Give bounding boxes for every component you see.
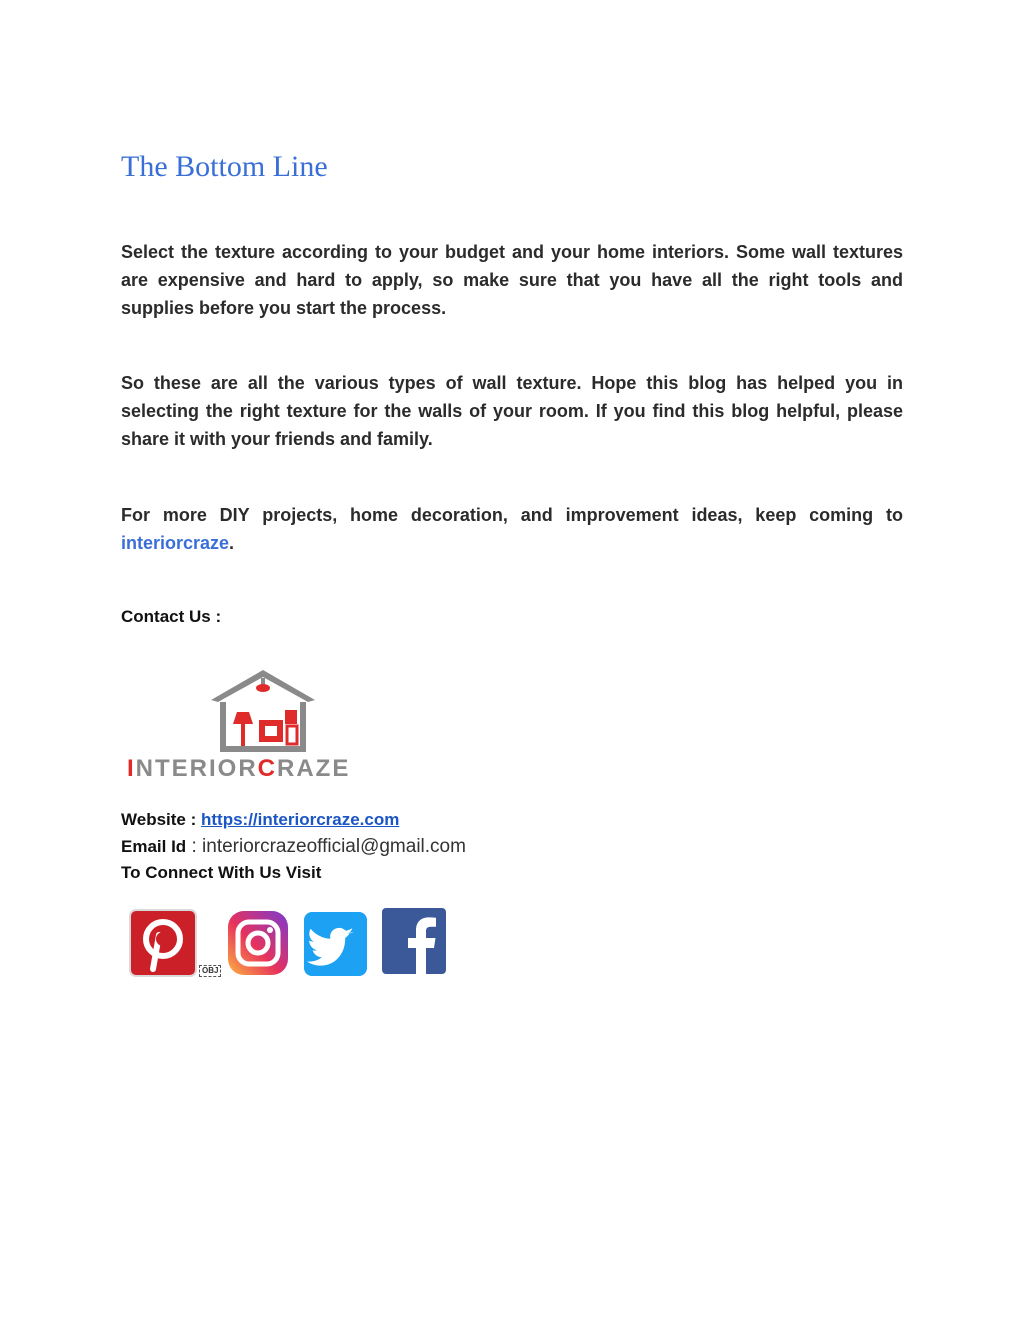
paragraph-more-ideas-text: For more DIY projects, home decoration, and improvement ideas, keep coming to <box>121 505 903 525</box>
pinterest-icon[interactable] <box>129 909 197 977</box>
instagram-icon[interactable] <box>227 907 289 977</box>
paragraph-texture-advice: Select the texture according to your budget and your home interiors. Some wall textures are expensive and hard to apply, so make sure that you have all the right tools and supplies before you start the process. <box>121 242 903 318</box>
website-line <box>121 810 399 830</box>
email-line <box>121 836 466 858</box>
embedded-object-placeholder: OBJ <box>199 965 221 977</box>
contact-heading: Contact Us : <box>121 607 222 626</box>
paragraph-summary: So these are all the various types of wall texture. Hope this blog has helped you in selecting the right texture for the walls of your room. If you find this blog helpful, please share it with your friends and family. <box>121 373 903 449</box>
paragraph-end-period: . <box>229 533 235 553</box>
website-link[interactable]: https://interiorcraze.com <box>200 810 400 829</box>
page-title: The Bottom Line <box>121 150 328 183</box>
email-value: interiorcrazeofficial@gmail.com <box>202 836 466 857</box>
facebook-icon[interactable] <box>382 908 446 974</box>
paragraph-more-ideas <box>121 501 903 557</box>
logo-wordmark: INTERIORCRAZE <box>127 755 351 782</box>
interiorcraze-logo <box>125 664 399 782</box>
interiorcraze-link[interactable]: interiorcraze <box>121 533 230 553</box>
email-separator: : <box>186 836 203 857</box>
twitter-icon[interactable] <box>304 912 367 976</box>
connect-label: To Connect With Us Visit <box>121 863 322 882</box>
email-label: Email Id <box>121 837 187 856</box>
website-label: Website : <box>121 810 201 829</box>
